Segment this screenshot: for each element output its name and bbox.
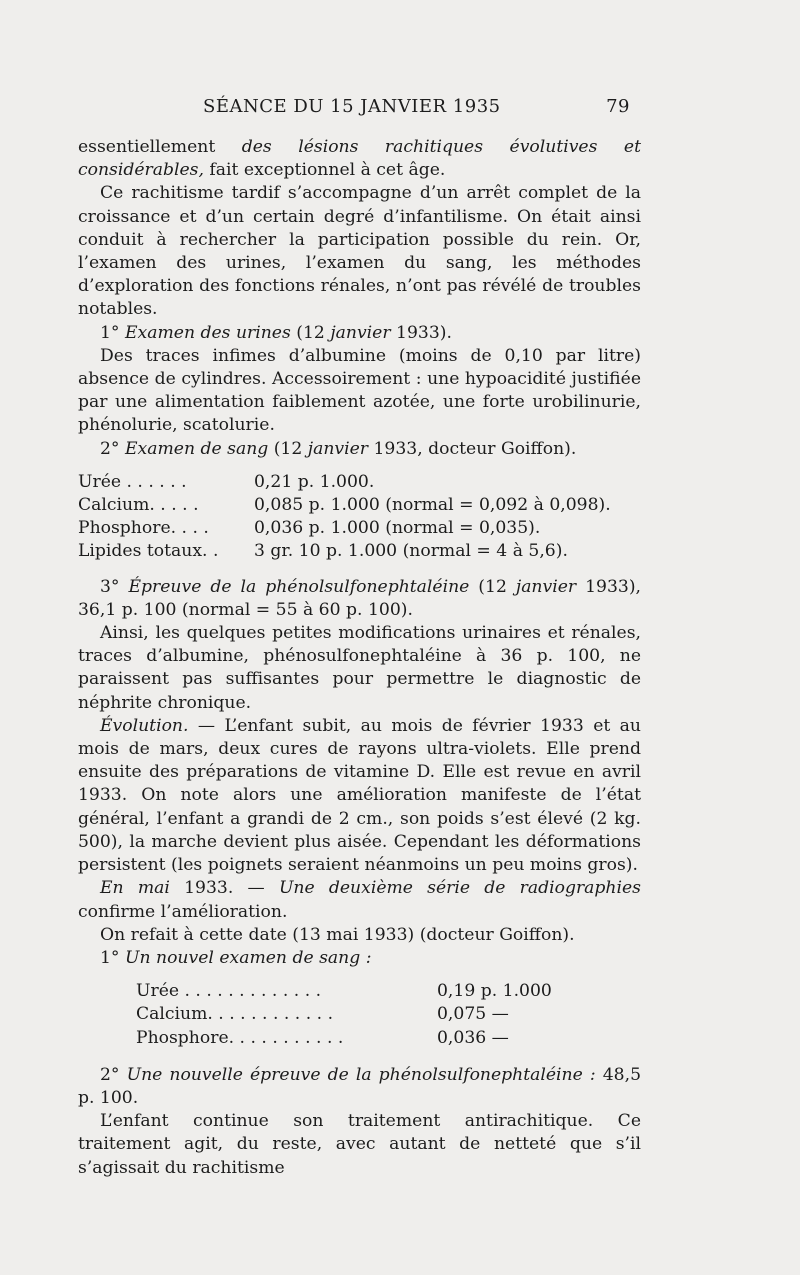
section-heading (78, 576, 641, 622)
italic-span: Une nouvelle épreuve de la phénolsulfonephtaléine : (126, 1064, 596, 1085)
row-value: 0,075 — (437, 1004, 509, 1025)
italic-span: janvier (307, 438, 369, 459)
section-heading (78, 947, 641, 970)
table-row (136, 1003, 641, 1026)
paragraph (78, 715, 641, 877)
text-span: essentiellement (78, 137, 242, 157)
row-value: 0,036 — (437, 1027, 509, 1048)
row-label: Phosphore. . . . . . . . . . . (136, 1027, 344, 1048)
table-row (78, 517, 641, 540)
paragraph: L’enfant continue son traitement antirachitique. Ce traitement agit, du reste, avec autant de netteté que s’il s’agissait du rachitisme (78, 1111, 641, 1178)
paragraph: Ainsi, les quelques petites modifications urinaires et rénales, traces d’albumine, phénosulfonephtaléine à 36 p. 100, ne paraissent pas suffisantes pour permettre le diagnostic de néphrite chronique. (78, 623, 641, 713)
text-span: — L’enfant subit, au mois de février 1933 et au mois de mars, deux cures de rayons ultra-violets. Elle prend ensuite des préparations de vitamine D. Elle est revue en avril 1933. On note alors une amélioration manifeste de l’état général, l’enfant a grandi de 2 cm., son poids s’est élevé (2 kg. 500), la marche devient plus aisée. Cependant les déformations persistent (les poignets seraient néanmoins un peu moins gros). (78, 715, 641, 876)
italic-span: Un nouvel examen de sang : (125, 947, 372, 968)
paragraph (78, 136, 641, 182)
row-value: 0,036 p. 1.000 (normal = 0,035). (254, 518, 541, 539)
italic-span: des lésions rachitiques évolutives et considérables, (78, 137, 641, 181)
italic-span: En mai (100, 878, 170, 899)
table-row (78, 540, 641, 563)
row-value: 0,19 p. 1.000 (437, 981, 552, 1002)
text-span: (12 (268, 438, 308, 459)
italic-span: Examen des urines (125, 322, 291, 343)
table-row (78, 494, 641, 517)
text-span: 3° (100, 576, 129, 597)
table-row (78, 471, 641, 494)
italic-span: Examen de sang (125, 438, 269, 459)
table-row (136, 1027, 641, 1050)
paragraph: Des traces infimes d’albumine (moins de 0,10 par litre) absence de cylindres. Accessoirement : une hypoacidité justifiée par une alimentation faiblement azotée, une forte urobilinurie, phénolurie, scatolurie. (78, 345, 641, 436)
paragraph: On refait à cette date (13 mai 1933) (docteur Goiffon). (100, 924, 575, 945)
row-label: Phosphore. . . . (78, 518, 209, 539)
italic-span: Une deuxième série de radiographies (278, 878, 641, 899)
text-span: (12 (469, 576, 516, 597)
text-span: confirme l’amélioration. (78, 901, 288, 922)
header-title: SÉANCE DU 15 JANVIER 1935 (203, 96, 501, 117)
row-label: Lipides totaux. . (78, 541, 219, 562)
blood-exam-table (78, 471, 641, 564)
section-heading (78, 1064, 641, 1110)
text-span: 2° (100, 438, 125, 459)
text-span: 1933), 36,1 p. 100 (normal = 55 à 60 p. 100). (78, 576, 641, 620)
row-label: Urée . . . . . . (78, 471, 187, 492)
text-span: 2° (100, 1064, 127, 1085)
text-span: 48,5 p. 100. (78, 1064, 641, 1108)
paragraph (78, 877, 641, 923)
italic-span: janvier (515, 576, 577, 597)
second-blood-exam-table (136, 980, 641, 1050)
text-span: 1° (100, 947, 125, 968)
section-heading (78, 322, 641, 345)
row-label: Calcium. . . . . . . . . . . . (136, 1004, 334, 1025)
italic-span: Évolution. (100, 715, 189, 736)
text-span: 1933, docteur Goiffon). (368, 438, 577, 459)
body-text (78, 136, 641, 1180)
section-heading (78, 438, 641, 461)
text-span: (12 (290, 322, 331, 343)
row-value: 3 gr. 10 p. 1.000 (normal = 4 à 5,6). (254, 541, 568, 562)
paragraph: Ce rachitisme tardif s’accompagne d’un arrêt complet de la croissance et d’un certain degré d’infantilisme. On était ainsi conduit à rechercher la participation possible du rein. Or, l’examen des urines, l’examen du sang, les méthodes d’exploration des fonctions rénales, n’ont pas révélé de troubles notables. (78, 183, 641, 320)
row-label: Urée . . . . . . . . . . . . . (136, 981, 322, 1002)
row-label: Calcium. . . . . (78, 495, 199, 516)
row-value: 0,21 p. 1.000. (254, 471, 375, 492)
page-number: 79 (606, 96, 630, 117)
italic-span: janvier (330, 322, 391, 343)
table-row (136, 980, 641, 1003)
text-span: fait exceptionnel à cet âge. (203, 160, 446, 181)
italic-span: Épreuve de la phénolsulfonephtaléine (128, 576, 470, 597)
text-span: 1933. — (169, 878, 279, 899)
text-span: 1° (100, 322, 125, 343)
row-value: 0,085 p. 1.000 (normal = 0,092 à 0,098). (254, 495, 611, 516)
text-span: 1933). (390, 322, 452, 343)
